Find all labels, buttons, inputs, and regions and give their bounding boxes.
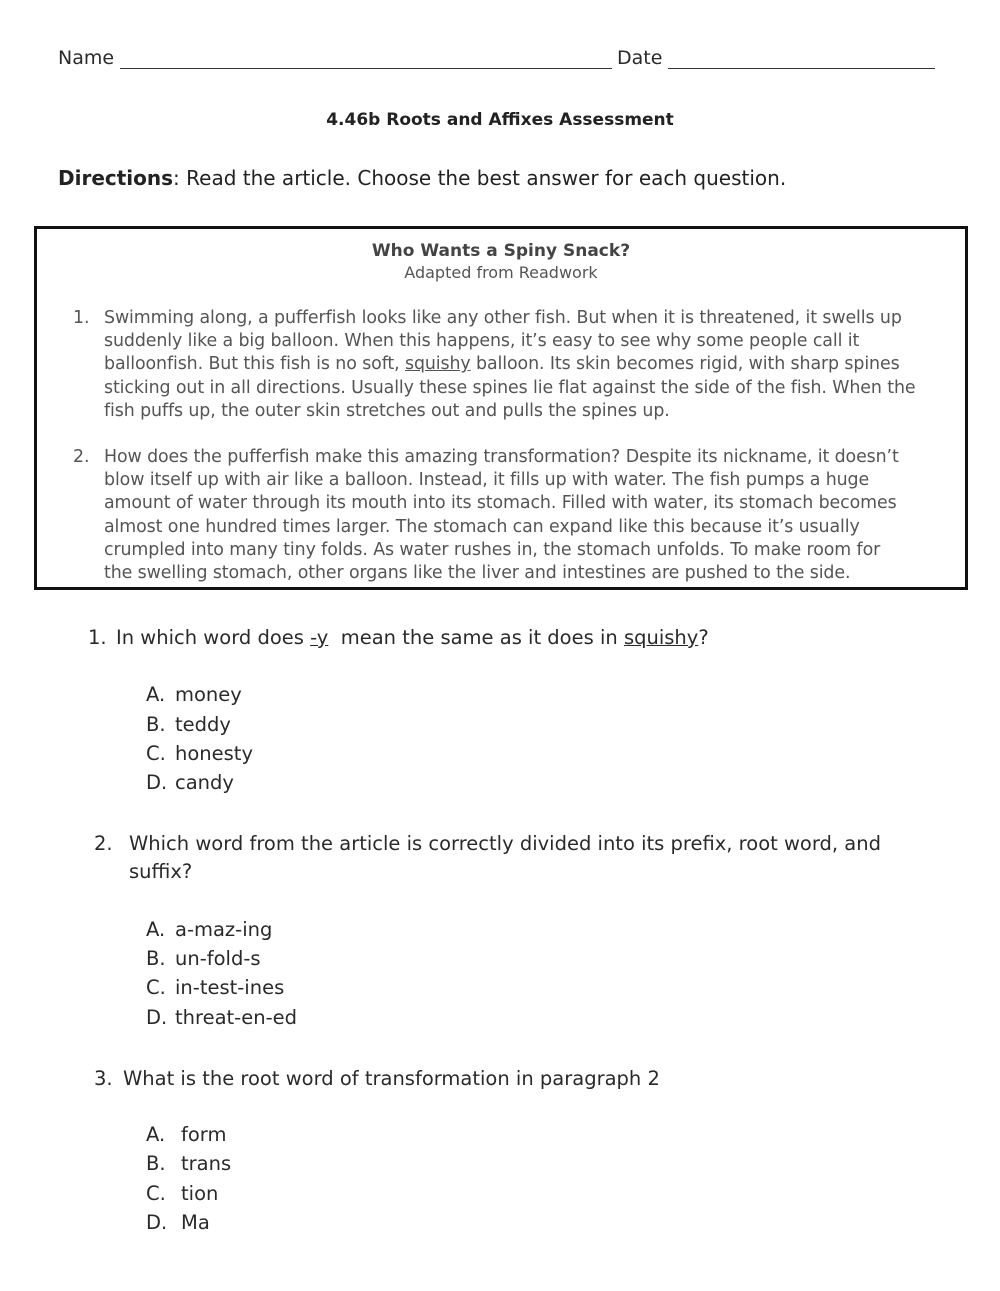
- paragraph-number: 1.: [73, 308, 90, 328]
- article-box: [34, 226, 968, 590]
- option-letter: C.: [146, 1182, 166, 1205]
- question-text: [116, 624, 709, 651]
- question-segment: ?: [698, 626, 709, 649]
- name-date-row: [58, 46, 938, 74]
- article-title: Who Wants a Spiny Snack?: [371, 241, 631, 261]
- paragraph-line: sticking out in all directions. Usually these spines lie flat against the side of the fish. When the: [104, 377, 916, 398]
- option-letter: D.: [146, 1211, 168, 1234]
- option-text: tion: [181, 1182, 219, 1205]
- question-number: 3.: [94, 1067, 113, 1090]
- paragraph-line: amount of water through its mouth into its stomach. Filled with water, its stomach becomes: [104, 493, 897, 514]
- paragraph-line: [104, 353, 966, 376]
- paragraph-line: Swimming along, a pufferfish looks like any other fish. But when it is threatened, it swells up: [104, 308, 902, 328]
- option-text: a-maz-ing: [175, 918, 273, 941]
- paragraph-number: 2.: [73, 447, 90, 467]
- paragraph-line: almost one hundred times larger. The stomach can expand like this because it’s usually: [104, 516, 860, 537]
- line-segment: balloonfish. But this fish is no soft,: [104, 354, 405, 375]
- option-letter: D.: [146, 1006, 168, 1029]
- directions-text: : Read the article. Choose the best answer for each question.: [173, 166, 787, 190]
- question-text-line-2: suffix?: [129, 860, 193, 883]
- option-letter: B.: [146, 947, 166, 970]
- paragraph-line: fish puffs up, the outer skin stretches out and pulls the spines up.: [104, 400, 670, 421]
- page-title: 4.46b Roots and Affixes Assessment: [326, 110, 674, 130]
- option-letter: C.: [146, 742, 166, 765]
- question-number: 1.: [88, 626, 107, 649]
- option-letter: D.: [146, 771, 168, 794]
- option-letter: B.: [146, 1152, 166, 1175]
- paragraph-line: the swelling stomach, other organs like the liver and intestines are pushed to the side.: [104, 563, 851, 584]
- option-text: teddy: [175, 713, 231, 736]
- name-label: Name: [58, 47, 115, 69]
- question-segment: In which word does: [116, 626, 311, 649]
- option-text: honesty: [175, 742, 253, 765]
- option-letter: A.: [146, 1123, 166, 1146]
- question-text: What is the root word of transformation in paragraph 2: [123, 1067, 660, 1090]
- question-number: 2.: [94, 832, 113, 855]
- directions: [58, 166, 786, 190]
- paragraph-line: crumpled into many tiny folds. As water rushes in, the stomach unfolds. To make room for: [104, 539, 881, 560]
- directions-label: Directions: [58, 166, 174, 190]
- option-text: un-fold-s: [175, 947, 261, 970]
- option-text: candy: [175, 771, 234, 794]
- option-text: form: [181, 1123, 227, 1146]
- option-letter: A.: [146, 918, 166, 941]
- option-letter: C.: [146, 976, 166, 999]
- paragraph-line: blow itself up with air like a balloon. Instead, it fills up with water. The fish pumps a huge: [104, 470, 870, 491]
- option-text: in-test-ines: [175, 976, 285, 999]
- question-text-line-1: Which word from the article is correctly divided into its prefix, root word, and: [129, 832, 881, 855]
- underlined-word-squishy: squishy: [404, 354, 471, 375]
- line-segment: balloon. Its skin becomes rigid, with sharp spines: [470, 354, 900, 375]
- option-text: threat-en-ed: [175, 1006, 297, 1029]
- paragraph-line: How does the pufferfish make this amazing transformation? Despite its nickname, it doesn’t: [104, 447, 899, 467]
- underlined-word-squishy: squishy: [623, 626, 699, 649]
- option-text: trans: [181, 1152, 232, 1175]
- date-field[interactable]: [668, 68, 935, 69]
- underlined-suffix: -y: [310, 626, 329, 649]
- option-text: money: [175, 683, 242, 706]
- option-text: Ma: [181, 1211, 210, 1234]
- article-subtitle: Adapted from Readwork: [404, 263, 598, 282]
- question-segment: mean the same as it does in: [328, 626, 624, 649]
- paragraph-line: suddenly like a big balloon. When this happens, it’s easy to see why some people call it: [104, 331, 860, 352]
- option-letter: B.: [146, 713, 166, 736]
- name-field[interactable]: [120, 68, 612, 69]
- option-letter: A.: [146, 683, 166, 706]
- date-label: Date: [617, 47, 663, 69]
